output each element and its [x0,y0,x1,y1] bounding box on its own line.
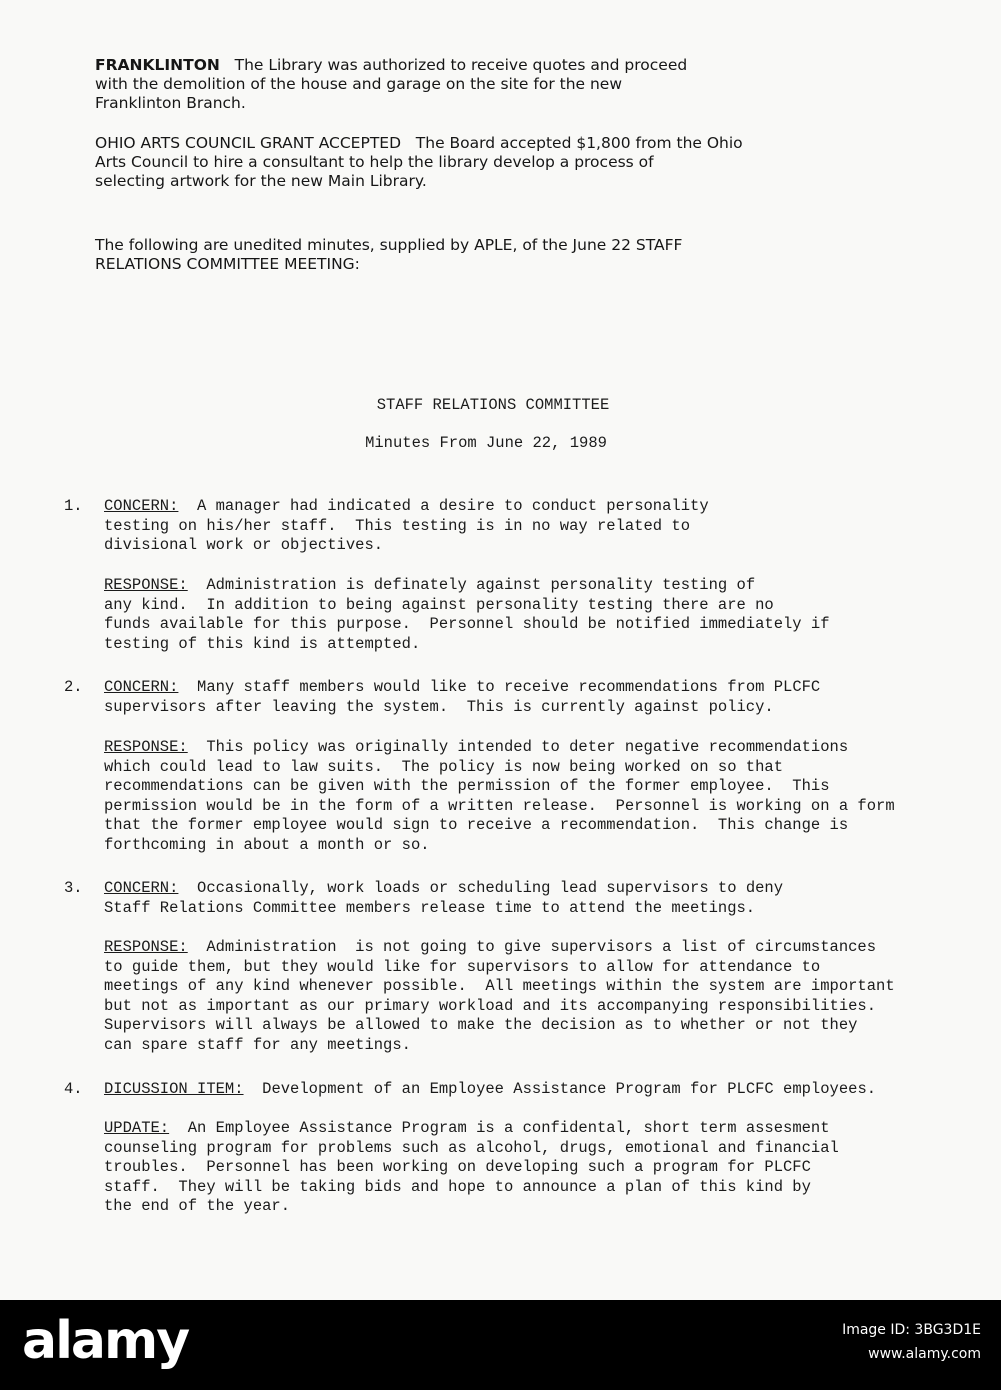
franklinton-line-2: with the demolition of the house and garage on the site for the new [95,75,623,93]
response-text: meetings of any kind whenever possible. All meetings within the system are important [104,977,895,995]
response-text: Administration is not going to give supervisors a list of circumstances [206,938,877,956]
update-label: UPDATE: [104,1119,170,1137]
discussion-label: DICUSSION ITEM: [104,1080,244,1098]
franklinton-line-1: The Library was authorized to receive quotes and proceed [234,56,688,74]
concern-text: supervisors after leaving the system. This is currently against policy. [104,697,774,716]
ohio-arts-line-2: Arts Council to hire a consultant to help the library develop a process of [95,153,654,171]
update-text: An Employee Assistance Program is a confidental, short term assesment [187,1119,830,1137]
minutes-title: STAFF RELATIONS COMMITTEE [376,396,610,414]
minutes-item-response [104,938,895,1055]
response-text: which could lead to law suits. The policy is now being worked on so that [104,757,784,776]
image-id: Image ID: 3BG3D1E [842,1322,981,1338]
discussion-text: Development of an Employee Assistance Program for PLCFC employees. [262,1080,877,1098]
concern-label: CONCERN: [104,497,179,515]
concern-label: CONCERN: [104,879,179,897]
response-label: RESPONSE: [104,576,188,594]
response-label: RESPONSE: [104,738,188,756]
update-text: troubles. Personnel has been working on developing such a program for PLCFC [104,1158,811,1176]
franklinton-line-3: Franklinton Branch. [95,94,246,112]
minutes-item [104,678,820,717]
concern-text: divisional work or objectives. [104,536,384,554]
minutes-item-update [104,1119,839,1217]
ohio-arts-line-3: selecting artwork for the new Main Library. [95,172,427,190]
update-text: counseling program for problems such as alcohol, drugs, emotional and financial [104,1138,839,1157]
response-text: Supervisors will always be allowed to make the decision as to whether or not they [104,1016,858,1034]
site-url: www.alamy.com [868,1346,981,1362]
response-text: Administration is definately against personality testing of [206,576,756,594]
response-text: to guide them, but they would like for supervisors to allow for attendance to [104,957,821,976]
franklinton-note [95,56,687,113]
minutes-item-response [104,576,830,654]
franklinton-heading: FRANKLINTON [95,56,220,74]
response-text: forthcoming in about a month or so. [104,835,430,854]
concern-text: A manager had indicated a desire to conduct personality [197,497,709,515]
minutes-date: Minutes From June 22, 1989 [365,434,607,452]
minutes-item [104,497,709,556]
item-number: 2. [64,678,83,696]
response-text: can spare staff for any meetings. [104,1035,411,1054]
item-number: 3. [64,879,83,897]
alamy-logo: alamy [22,1311,189,1371]
intro-line-2: RELATIONS COMMITTEE MEETING: [95,255,360,273]
update-text: staff. They will be taking bids and hope to announce a plan of this kind by [104,1177,811,1196]
response-text: any kind. In addition to being against personality testing there are no [104,595,774,614]
concern-text: testing on his/her staff. This testing is in no way related to [104,516,690,535]
response-label: RESPONSE: [104,938,188,956]
intro-line-1: The following are unedited minutes, supplied by APLE, of the June 22 STAFF [95,236,683,254]
response-text: recommendations can be given with the permission of the former employee. This [104,777,830,795]
update-text: the end of the year. [104,1197,291,1215]
ohio-arts-line-1: The Board accepted $1,800 from the Ohio [415,134,743,152]
concern-label: CONCERN: [104,678,179,696]
item-number: 4. [64,1080,83,1098]
concern-text: Occasionally, work loads or scheduling lead supervisors to deny [197,879,784,897]
minutes-item [104,879,783,918]
response-text: funds available for this purpose. Personnel should be notified immediately if [104,615,830,633]
minutes-item [104,1080,876,1100]
ohio-arts-council-note [95,134,743,191]
response-text: that the former employee would sign to receive a recommendation. This change is [104,816,849,834]
ohio-arts-heading: OHIO ARTS COUNCIL GRANT ACCEPTED [95,134,402,152]
response-text: This policy was originally intended to deter negative recommendations [206,738,849,756]
concern-text: Staff Relations Committee members release time to attend the meetings. [104,898,756,917]
response-text: but not as important as our primary workload and its accompanying responsibilities. [104,996,877,1015]
response-text: testing of this kind is attempted. [104,634,421,653]
concern-text: Many staff members would like to receive recommendations from PLCFC [197,678,821,696]
item-number: 1. [64,497,83,515]
minutes-item-response [104,738,895,855]
image-id-block [842,1318,981,1366]
response-text: permission would be in the form of a written release. Personnel is working on a form [104,796,895,815]
minutes-intro [95,236,682,274]
